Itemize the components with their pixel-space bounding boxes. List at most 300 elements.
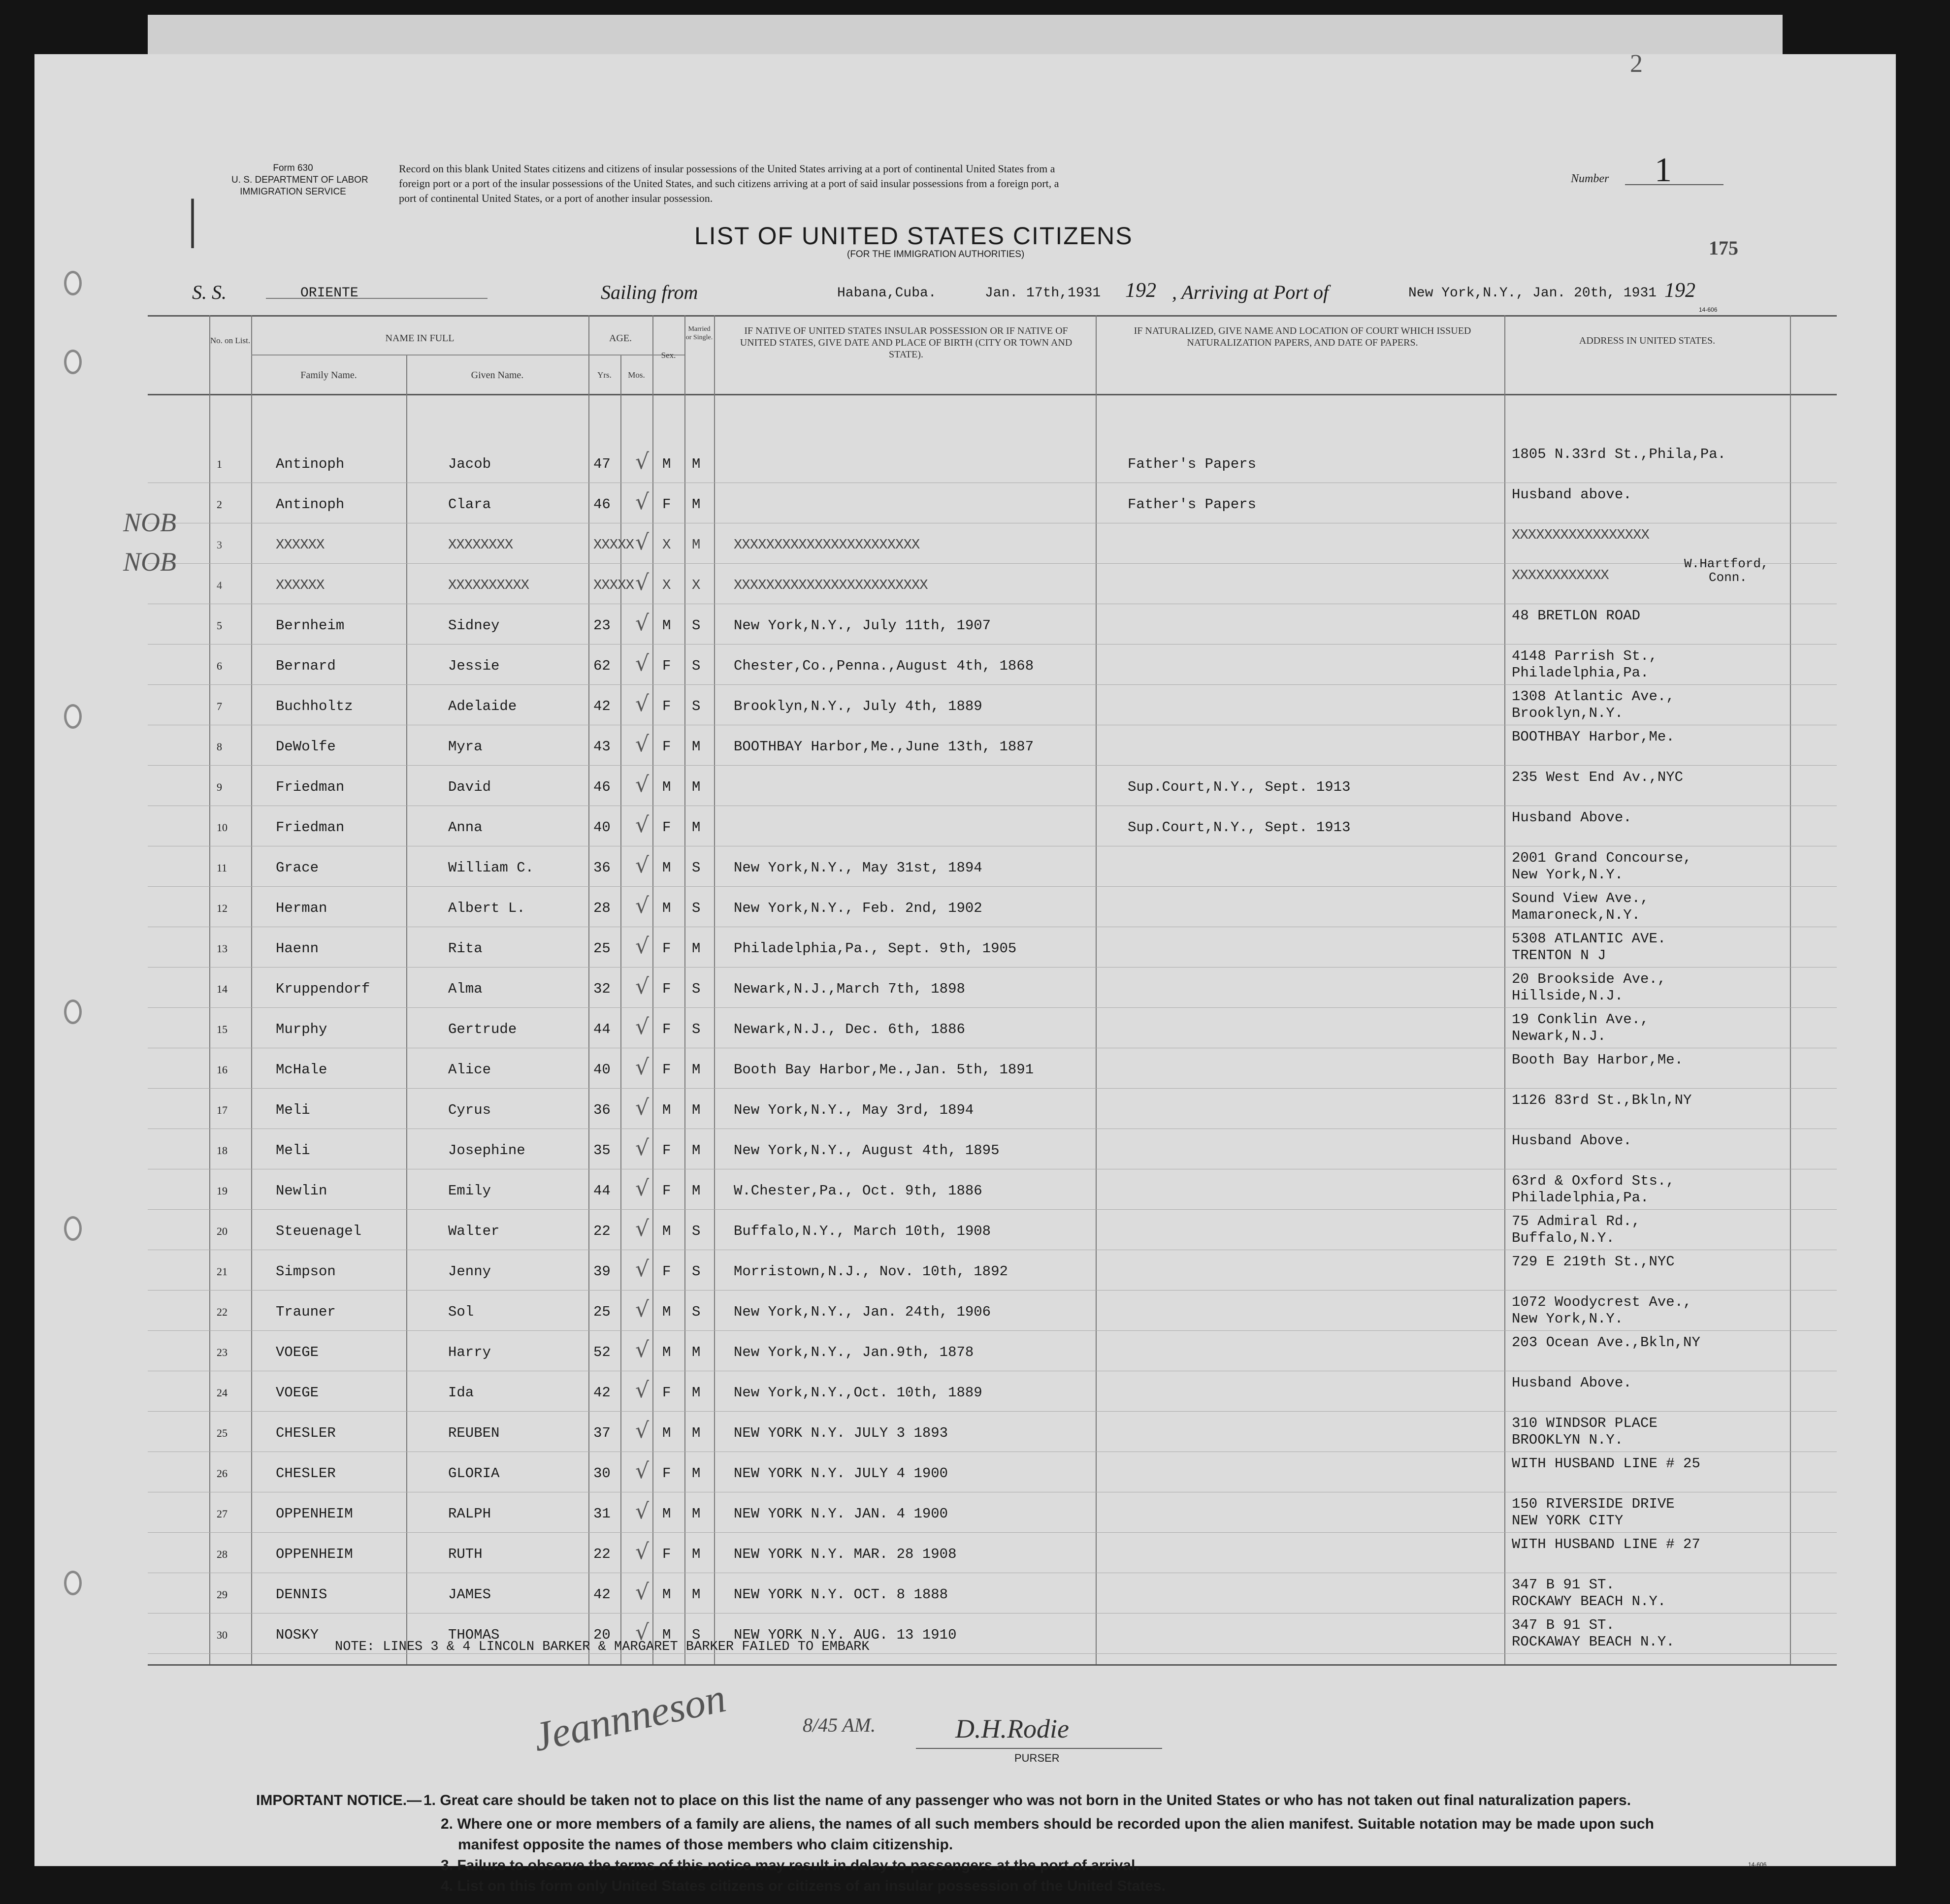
cell-age: 20 [593,1627,611,1643]
cell-given: REUBEN [448,1425,500,1441]
cell-no: 19 [217,1185,228,1197]
table-row [148,1412,1837,1452]
cell-no: 20 [217,1225,228,1237]
cell-age: 40 [593,819,611,836]
cell-sex: F [662,1142,671,1159]
cell-birth: New York,N.Y., July 11th, 1907 [734,617,991,634]
cell-nat: Sup.Court,N.Y., Sept. 1913 [1128,779,1351,795]
cell-sex: M [662,1506,671,1522]
form-number: Form 630 [273,163,313,173]
cell-ms: S [692,900,701,916]
cell-no: 7 [217,700,222,712]
cell-address-line-2: ROCKAWAY BEACH N.Y. [1512,1634,1675,1650]
cell-family: OPPENHEIM [276,1506,353,1522]
table-row [148,685,1837,726]
header-sex: Sex. [661,351,676,360]
table-row [148,484,1837,524]
cell-family: Herman [276,900,327,916]
cell-family: Buchholtz [276,698,353,714]
cell-given: David [448,779,491,795]
check-mark-icon: √ [635,1257,650,1282]
cell-address-line-2: Philadelphia,Pa. [1512,1190,1649,1206]
cell-age: 46 [593,779,611,795]
cell-age: 28 [593,900,611,916]
cell-birth: New York,N.Y., Jan. 24th, 1906 [734,1304,991,1320]
cell-given: Sidney [448,617,500,634]
cell-no: 2 [217,498,222,511]
cell-birth: Morristown,N.J., Nov. 10th, 1892 [734,1263,1008,1280]
binder-hole [64,1571,82,1595]
notice-item-2-cont: manifest opposite the names of those members who claim citizenship. [458,1837,953,1853]
cell-ms: S [692,698,701,714]
cell-ms: M [692,1506,701,1522]
cell-address-line-2: Brooklyn,N.Y. [1512,705,1624,721]
margin-note-nob: NOB [123,547,176,577]
service: IMMIGRATION SERVICE [240,187,346,197]
cell-address: 5308 ATLANTIC AVE. [1512,931,1666,947]
cell-address: 310 WINDSOR PLACE [1512,1415,1658,1431]
cell-birth: Newark,N.J.,March 7th, 1898 [734,981,965,997]
cell-family: Meli [276,1142,310,1159]
cell-ms: S [692,1627,701,1643]
cell-ms: S [692,1223,701,1239]
cell-age: 37 [593,1425,611,1441]
header-no: No. on List. [210,336,251,345]
cell-age: 25 [593,1304,611,1320]
binder-hole [64,350,82,374]
margin-note-conn: Conn. [1709,570,1748,585]
cell-no: 9 [217,781,222,793]
cell-age: 31 [593,1506,611,1522]
row-rule [148,1532,1837,1533]
cell-family: VOEGE [276,1344,319,1360]
check-mark-icon: √ [635,530,650,555]
cell-family: VOEGE [276,1385,319,1401]
check-mark-icon: √ [635,1620,650,1645]
year-suffix: 192 [1125,279,1156,302]
check-mark-icon: √ [635,611,650,636]
cell-address: 2001 Grand Concourse, [1512,850,1692,866]
inspector-signature: Jeannneson [529,1675,730,1761]
cell-address: 48 BRETLON ROAD [1512,608,1641,624]
table-row [148,605,1837,645]
cell-address-line-2: New York,N.Y. [1512,867,1624,883]
cell-address: 1126 83rd St.,Bkln,NY [1512,1092,1692,1108]
cell-nat: Sup.Court,N.Y., Sept. 1913 [1128,819,1351,836]
embark-note: NOTE: LINES 3 & 4 LINCOLN BARKER & MARGARET BARKER FAILED TO EMBARK [335,1640,870,1654]
cell-birth: Newark,N.J., Dec. 6th, 1886 [734,1021,965,1037]
check-mark-icon: √ [635,449,650,474]
cell-sex: F [662,940,671,957]
cell-sex: X [662,577,671,593]
cell-age: XXXXX [593,577,634,593]
cell-no: 5 [217,619,222,632]
corner-page-mark: 2 [1630,50,1643,78]
binder-hole [64,704,82,729]
cell-family: Meli [276,1102,310,1118]
check-mark-icon: √ [635,1337,650,1362]
cell-ms: M [692,1102,701,1118]
check-mark-icon: √ [635,812,650,838]
cell-no: 25 [217,1427,228,1439]
notice-item-2: 2. Where one or more members of a family are aliens, the names of all such members should be recorded upon the alien manifest. Suitable notation may be made upon such [441,1816,1654,1832]
cell-family: Friedman [276,779,345,795]
cell-ms: S [692,658,701,674]
table-row [148,1251,1837,1291]
notice-code: 14-606 [1748,1861,1767,1868]
table-row [148,1089,1837,1129]
row-rule [148,1007,1837,1008]
cell-no: 17 [217,1104,228,1116]
cell-family: CHESLER [276,1425,336,1441]
check-mark-icon: √ [635,691,650,716]
cell-age: 62 [593,658,611,674]
check-mark-icon: √ [635,489,650,515]
header-birth: IF NATIVE OF UNITED STATES INSULAR POSSESSION OR IF NATIVE OF UNITED STATES, GIVE DATE AND PLACE OF BIRTH (CITY OR TOWN AND STATE). [740,325,1072,360]
cell-family: McHale [276,1062,327,1078]
row-rule [148,684,1837,685]
cell-nat: Father's Papers [1128,456,1257,472]
cell-ms: S [692,1304,701,1320]
cell-family: OPPENHEIM [276,1546,353,1562]
page-title: LIST OF UNITED STATES CITIZENS [694,222,1133,250]
margin-note-nob: NOB [123,508,176,537]
manifest-page [34,50,1896,1894]
cell-age: 43 [593,739,611,755]
sailing-label: Sailing from [601,281,698,303]
cell-no: 22 [217,1306,228,1318]
cell-ms: S [692,1021,701,1037]
check-mark-icon: √ [635,1216,650,1241]
cell-address-line-2: Mamaroneck,N.Y. [1512,907,1641,923]
cell-age: 39 [593,1263,611,1280]
cell-no: 15 [217,1023,228,1035]
cell-given: Albert L. [448,900,525,916]
instructions-line: Record on this blank United States citizens and citizens of insular possessions of the United States arriving at a port of continental United States from a [399,162,1055,175]
table-row [148,1129,1837,1170]
cell-address: Husband Above. [1512,1375,1632,1391]
check-mark-icon: √ [635,570,650,595]
cell-sex: M [662,617,671,634]
cell-address-line-2: ROCKAWY BEACH N.Y. [1512,1593,1666,1610]
cell-sex: F [662,496,671,513]
cell-birth: W.Chester,Pa., Oct. 9th, 1886 [734,1183,982,1199]
cell-age: 47 [593,456,611,472]
check-mark-icon: √ [635,934,650,959]
year-suffix: 192 [1664,279,1695,302]
cell-sex: M [662,1425,671,1441]
cell-ms: M [692,456,701,472]
cell-sex: F [662,1021,671,1037]
cell-family: XXXXXX [276,577,325,593]
cell-no: 8 [217,741,222,753]
cell-ms: X [692,577,700,593]
cell-ms: M [692,1183,701,1199]
table-row [148,1210,1837,1251]
cell-age: 52 [593,1344,611,1360]
cell-address: 1308 Atlantic Ave., [1512,688,1675,705]
time-note: 8/45 AM. [803,1714,876,1736]
table-row [148,1372,1837,1412]
cell-age: 46 [593,496,611,513]
cell-ms: S [692,617,701,634]
binder-hole [64,1216,82,1241]
cell-address: 63rd & Oxford Sts., [1512,1173,1675,1189]
cell-address: 1805 N.33rd St.,Phila,Pa. [1512,446,1726,462]
cell-given: Josephine [448,1142,525,1159]
cell-family: NOSKY [276,1627,319,1643]
cell-age: 23 [593,617,611,634]
cell-ms: M [692,1425,701,1441]
row-rule [148,1411,1837,1412]
check-mark-icon: √ [635,974,650,999]
row-rule [148,967,1837,968]
cell-sex: F [662,1062,671,1078]
cell-birth: New York,N.Y., Feb. 2nd, 1902 [734,900,982,916]
cell-ms: M [692,1062,701,1078]
row-rule [148,1613,1837,1614]
cell-birth: NEW YORK N.Y. MAR. 28 1908 [734,1546,957,1562]
cell-given: Alma [448,981,483,997]
cell-birth: NEW YORK N.Y. JULY 3 1893 [734,1425,948,1441]
instructions-line: foreign port or a port of the insular possessions of the United States, and such citizens arriving at a port of said insular possessions from a foreign port, a [399,177,1059,190]
binder-hole [64,1000,82,1024]
table-row [148,807,1837,847]
cell-address: WITH HUSBAND LINE # 27 [1512,1536,1700,1552]
notice-item-3: 3. Failure to observe the terms of this notice may result in delay to passengers at the port of arrival. [441,1857,1139,1873]
row-rule [148,1290,1837,1291]
cell-birth: NEW YORK N.Y. OCT. 8 1888 [734,1586,948,1603]
cell-given: Harry [448,1344,491,1360]
margin-mark: | [187,188,198,248]
cell-address: 20 Brookside Ave., [1512,971,1666,987]
cell-ms: M [692,779,701,795]
cell-no: 3 [217,539,222,551]
cell-ms: M [692,739,701,755]
cell-family: Trauner [276,1304,336,1320]
row-rule [148,563,1837,564]
cell-birth: NEW YORK N.Y. JULY 4 1900 [734,1465,948,1482]
small-code: 14-606 [1699,306,1718,313]
cell-birth: Brooklyn,N.Y., July 4th, 1889 [734,698,982,714]
row-rule [148,765,1837,766]
cell-address-line-2: BROOKLYN N.Y. [1512,1432,1624,1448]
cell-address: WITH HUSBAND LINE # 25 [1512,1455,1700,1472]
cell-address-line-2: Buffalo,N.Y. [1512,1230,1615,1246]
cell-given: Myra [448,739,483,755]
cell-address-line-2: TRENTON N J [1512,947,1606,964]
cell-age: 42 [593,1385,611,1401]
cell-sex: F [662,1465,671,1482]
cell-sex: M [662,1627,671,1643]
department: U. S. DEPARTMENT OF LABOR [231,175,368,185]
table-row [148,1170,1837,1210]
notice-item-4: 4. List on this form only United States citizens or citizens of an insular possession of the United States. [441,1878,1166,1894]
cell-address: 150 RIVERSIDE DRIVE [1512,1496,1675,1512]
check-mark-icon: √ [635,893,650,918]
header-age: AGE. [609,333,632,344]
header-naturalized: IF NATURALIZED, GIVE NAME AND LOCATION OF COURT WHICH ISSUED NATURALIZATION PAPERS, AND DATE OF PAPERS. [1134,325,1471,348]
table-row [148,1533,1837,1574]
page-stamp: 175 [1709,237,1738,259]
check-mark-icon: √ [635,1378,650,1403]
cell-age: 25 [593,940,611,957]
check-mark-icon: √ [635,1095,650,1120]
cell-given: RUTH [448,1546,483,1562]
cell-family: Bernard [276,658,336,674]
cell-address-line-2: New York,N.Y. [1512,1311,1624,1327]
row-rule [148,886,1837,887]
table-row [148,847,1837,887]
cell-no: 6 [217,660,222,672]
cell-birth: Philadelphia,Pa., Sept. 9th, 1905 [734,940,1017,957]
check-mark-icon: √ [635,1458,650,1484]
cell-sex: F [662,981,671,997]
arrival-info: New York,N.Y., Jan. 20th, 1931 [1408,286,1657,301]
check-mark-icon: √ [635,1055,650,1080]
cell-birth: New York,N.Y.,Oct. 10th, 1889 [734,1385,982,1401]
check-mark-icon: √ [635,1539,650,1564]
cell-no: 14 [217,983,228,995]
cell-family: Simpson [276,1263,336,1280]
cell-given: Adelaide [448,698,517,714]
cell-sex: F [662,1263,671,1280]
table-bottom-rule [148,1664,1837,1666]
instructions-line: port of continental United States, or a port of another insular possession. [399,192,713,204]
cell-address: Booth Bay Harbor,Me. [1512,1052,1684,1068]
cell-address: Husband Above. [1512,1132,1632,1149]
cell-no: 16 [217,1064,228,1076]
cell-address: 75 Admiral Rd., [1512,1213,1641,1229]
cell-given: Ida [448,1385,474,1401]
cell-sex: F [662,658,671,674]
header-mos: Mos. [628,370,645,380]
cell-sex: M [662,779,671,795]
instructions [399,161,1059,206]
cell-family: XXXXXX [276,537,325,553]
table-row [148,1008,1837,1049]
cell-sex: M [662,1223,671,1239]
cell-no: 21 [217,1265,228,1278]
cell-sex: M [662,1586,671,1603]
cell-family: Antinoph [276,456,345,472]
check-mark-icon: √ [635,853,650,878]
cell-age: 36 [593,860,611,876]
cell-ms: M [692,1586,701,1603]
table-row [148,928,1837,968]
cell-family: DeWolfe [276,739,336,755]
ship-name: ORIENTE [300,286,358,301]
check-mark-icon: √ [635,1014,650,1039]
table-row [148,726,1837,766]
ss-label: S. S. [192,281,227,303]
cell-given: Alice [448,1062,491,1078]
check-mark-icon: √ [635,1176,650,1201]
cell-address: BOOTHBAY Harbor,Me. [1512,729,1675,745]
row-rule [148,1209,1837,1210]
purser-signature: D.H.Rodie [955,1714,1069,1743]
cell-no: 11 [217,862,228,874]
cell-sex: F [662,1385,671,1401]
table-top-rule [148,315,1837,317]
check-mark-icon: √ [635,1297,650,1322]
cell-given: Clara [448,496,491,513]
cell-age: 40 [593,1062,611,1078]
cell-given: Emily [448,1183,491,1199]
cell-birth: Buffalo,N.Y., March 10th, 1908 [734,1223,991,1239]
cell-given: THOMAS [448,1627,500,1643]
cell-sex: M [662,1344,671,1360]
cell-age: 36 [593,1102,611,1118]
cell-given: Anna [448,819,483,836]
table-row [148,968,1837,1008]
table-row [148,1574,1837,1614]
ship-line [266,298,488,299]
cell-family: Bernheim [276,617,345,634]
cell-family: Antinoph [276,496,345,513]
cell-sex: M [662,860,671,876]
cell-birth: New York,N.Y., May 3rd, 1894 [734,1102,974,1118]
cell-sex: F [662,1546,671,1562]
cell-family: Kruppendorf [276,981,370,997]
cell-no: 12 [217,902,228,914]
cell-sex: F [662,1183,671,1199]
cell-no: 29 [217,1588,228,1601]
check-mark-icon: √ [635,1135,650,1161]
cell-sex: M [662,1304,671,1320]
cell-no: 24 [217,1387,228,1399]
cell-age: 42 [593,698,611,714]
cell-address: Husband Above. [1512,809,1632,826]
form-id-block [231,162,368,198]
cell-no: 27 [217,1508,228,1520]
cell-nat: Father's Papers [1128,496,1257,513]
check-mark-icon: √ [635,1499,650,1524]
cell-family: Newlin [276,1183,327,1199]
cell-ms: S [692,860,701,876]
header-name-in-full: NAME IN FULL [385,333,455,344]
sail-date: Jan. 17th,1931 [985,286,1101,301]
binder-hole [64,271,82,295]
cell-birth: Chester,Co.,Penna.,August 4th, 1868 [734,658,1034,674]
cell-ms: S [692,1263,701,1280]
number-label: Number [1571,172,1609,185]
cell-sex: M [662,900,671,916]
departure-port: Habana,Cuba. [837,286,937,301]
cell-given: Sol [448,1304,474,1320]
table-row [148,1493,1837,1533]
row-rule [148,644,1837,645]
cell-given: JAMES [448,1586,491,1603]
cell-given: RALPH [448,1506,491,1522]
cell-sex: X [662,537,671,553]
number-field [1625,151,1723,189]
cell-sex: M [662,1102,671,1118]
cell-sex: M [662,456,671,472]
cell-address: Husband above. [1512,486,1632,503]
cell-birth: New York,N.Y., Jan.9th, 1878 [734,1344,974,1360]
cell-ms: M [692,1546,701,1562]
cell-ms: M [692,1142,701,1159]
header-yrs: Yrs. [597,370,612,380]
cell-no: 23 [217,1346,228,1358]
cell-age: 44 [593,1183,611,1199]
purser-label: PURSER [1014,1752,1060,1764]
cell-no: 4 [217,579,222,591]
table-row [148,443,1837,484]
cell-sex: F [662,819,671,836]
cell-address: 19 Conklin Ave., [1512,1011,1649,1028]
